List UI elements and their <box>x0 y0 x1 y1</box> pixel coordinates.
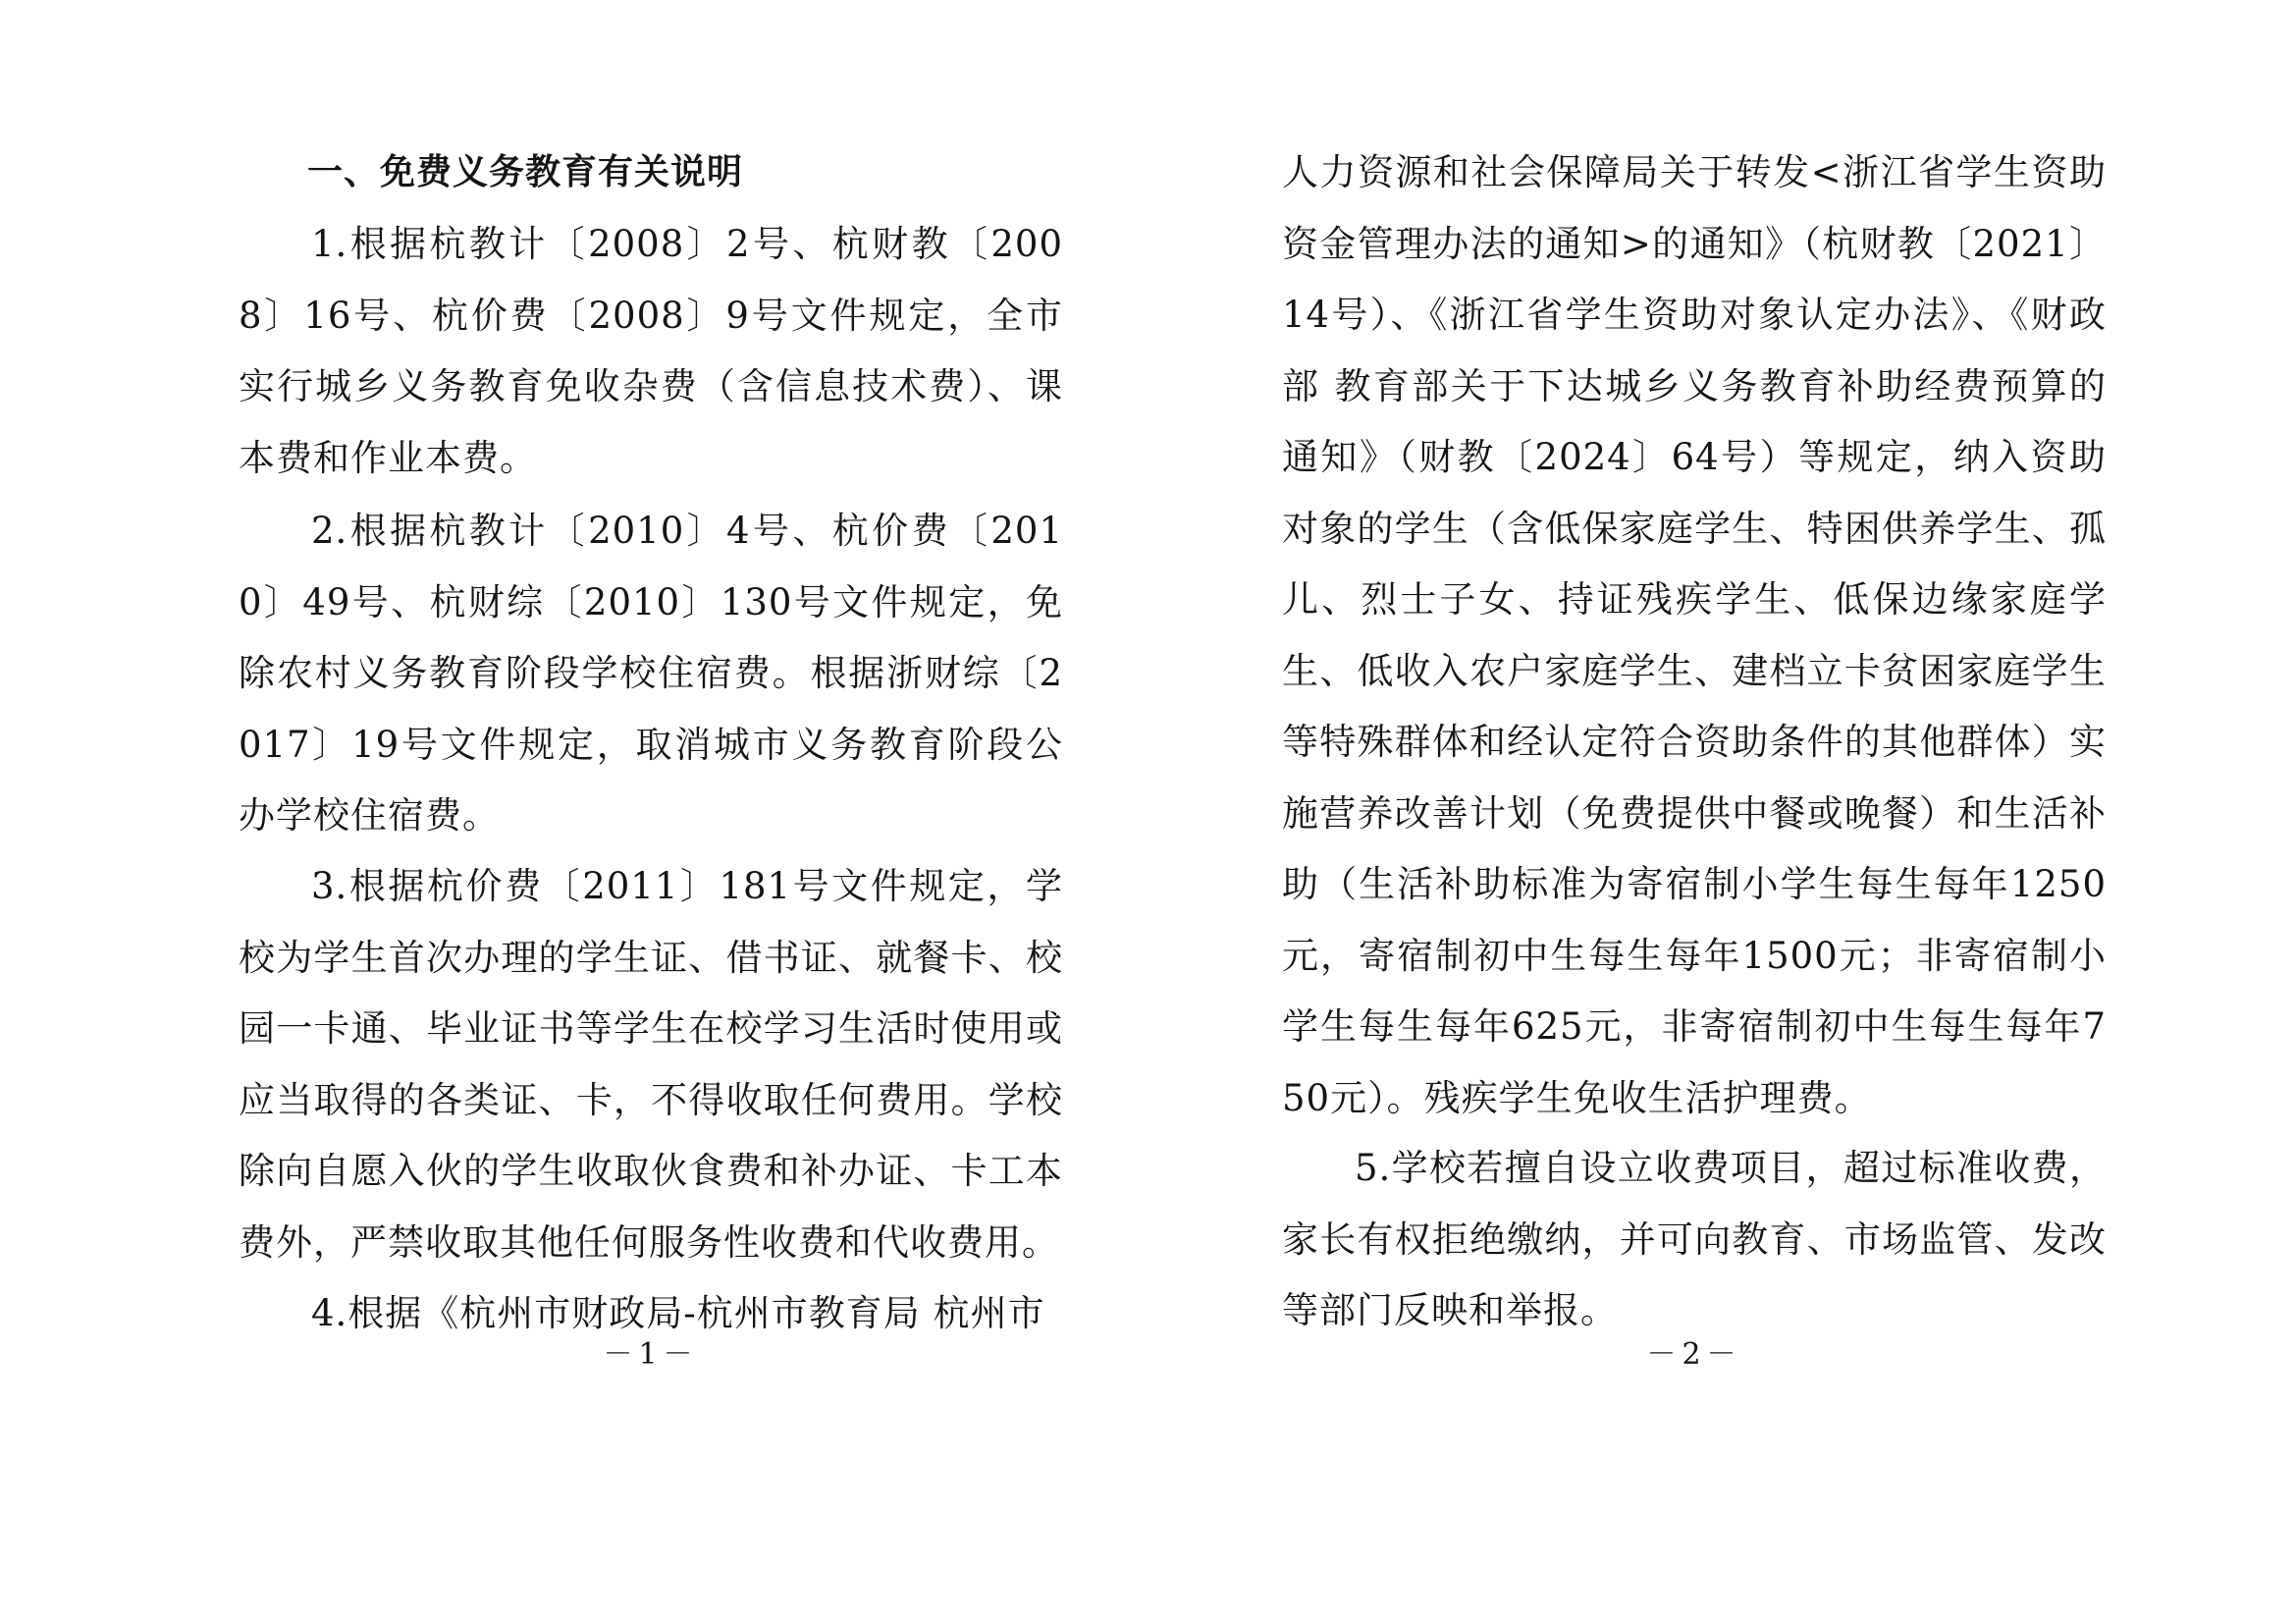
paragraph-1: 1.根据杭教计〔2008〕2号、杭财教〔2008〕16号、杭价费〔2008〕9号文件规定，全市实行城乡义务教育免收杂费（含信息技术费）、课本费和作业本费。 <box>239 223 1063 479</box>
left-page <box>239 0 1063 1623</box>
paragraph-4-continued: 人力资源和社会保障局关于转发<浙江省学生资助资金管理办法的通知>的通知》（杭财教〔2021〕14号）、《浙江省学生资助对象认定办法》、《财政部 教育部关于下达城乡义务教育补助经费预算的通知》（财教〔2024〕64号）等规定，纳入资助对象的学生（含低保家庭学生、特困供养学生、孤儿、烈士子女、持证残疾学生、低保边缘家庭学生、低收入农户家庭学生、建档立卡贫困家庭学生等特殊群体和经认定符合资助条件的其他群体）实施营养改善计划（免费提供中餐或晚餐）和生活补助（生活补助标准为寄宿制小学生每生每年1250元，寄宿制初中生每生每年1500元；非寄宿制小学生每生每年625元，非寄宿制初中生每生每年750元）。残疾学生免收生活护理费。 <box>1282 151 2107 1119</box>
paragraph-5: 5.学校若擅自设立收费项目，超过标准收费，家长有权拒绝缴纳，并可向教育、市场监管、发改等部门反映和举报。 <box>1282 1147 2107 1331</box>
section-heading: 一、免费义务教育有关说明 <box>307 152 744 192</box>
page-number-right: －2－ <box>1646 1337 1742 1372</box>
right-page <box>1282 0 2107 1623</box>
paragraph-3: 3.根据杭价费〔2011〕181号文件规定，学校为学生首次办理的学生证、借书证、就餐卡、校园一卡通、毕业证书等学生在校学习生活时使用或应当取得的各类证、卡，不得收取任何费用。学校除向自愿入伙的学生收取伙食费和补办证、卡工本费外，严禁收取其他任何服务性收费和代收费用。 <box>239 865 1063 1264</box>
paragraph-4-start: 4.根据《杭州市财政局-杭州市教育局 杭州市 <box>311 1292 1045 1334</box>
page-number-left: －1－ <box>603 1337 699 1372</box>
paragraph-2: 2.根据杭教计〔2010〕4号、杭价费〔2010〕49号、杭财综〔2010〕130号文件规定，免除农村义务教育阶段学校住宿费。根据浙财综〔2017〕19号文件规定，取消城市义务教育阶段公办学校住宿费。 <box>239 510 1063 837</box>
